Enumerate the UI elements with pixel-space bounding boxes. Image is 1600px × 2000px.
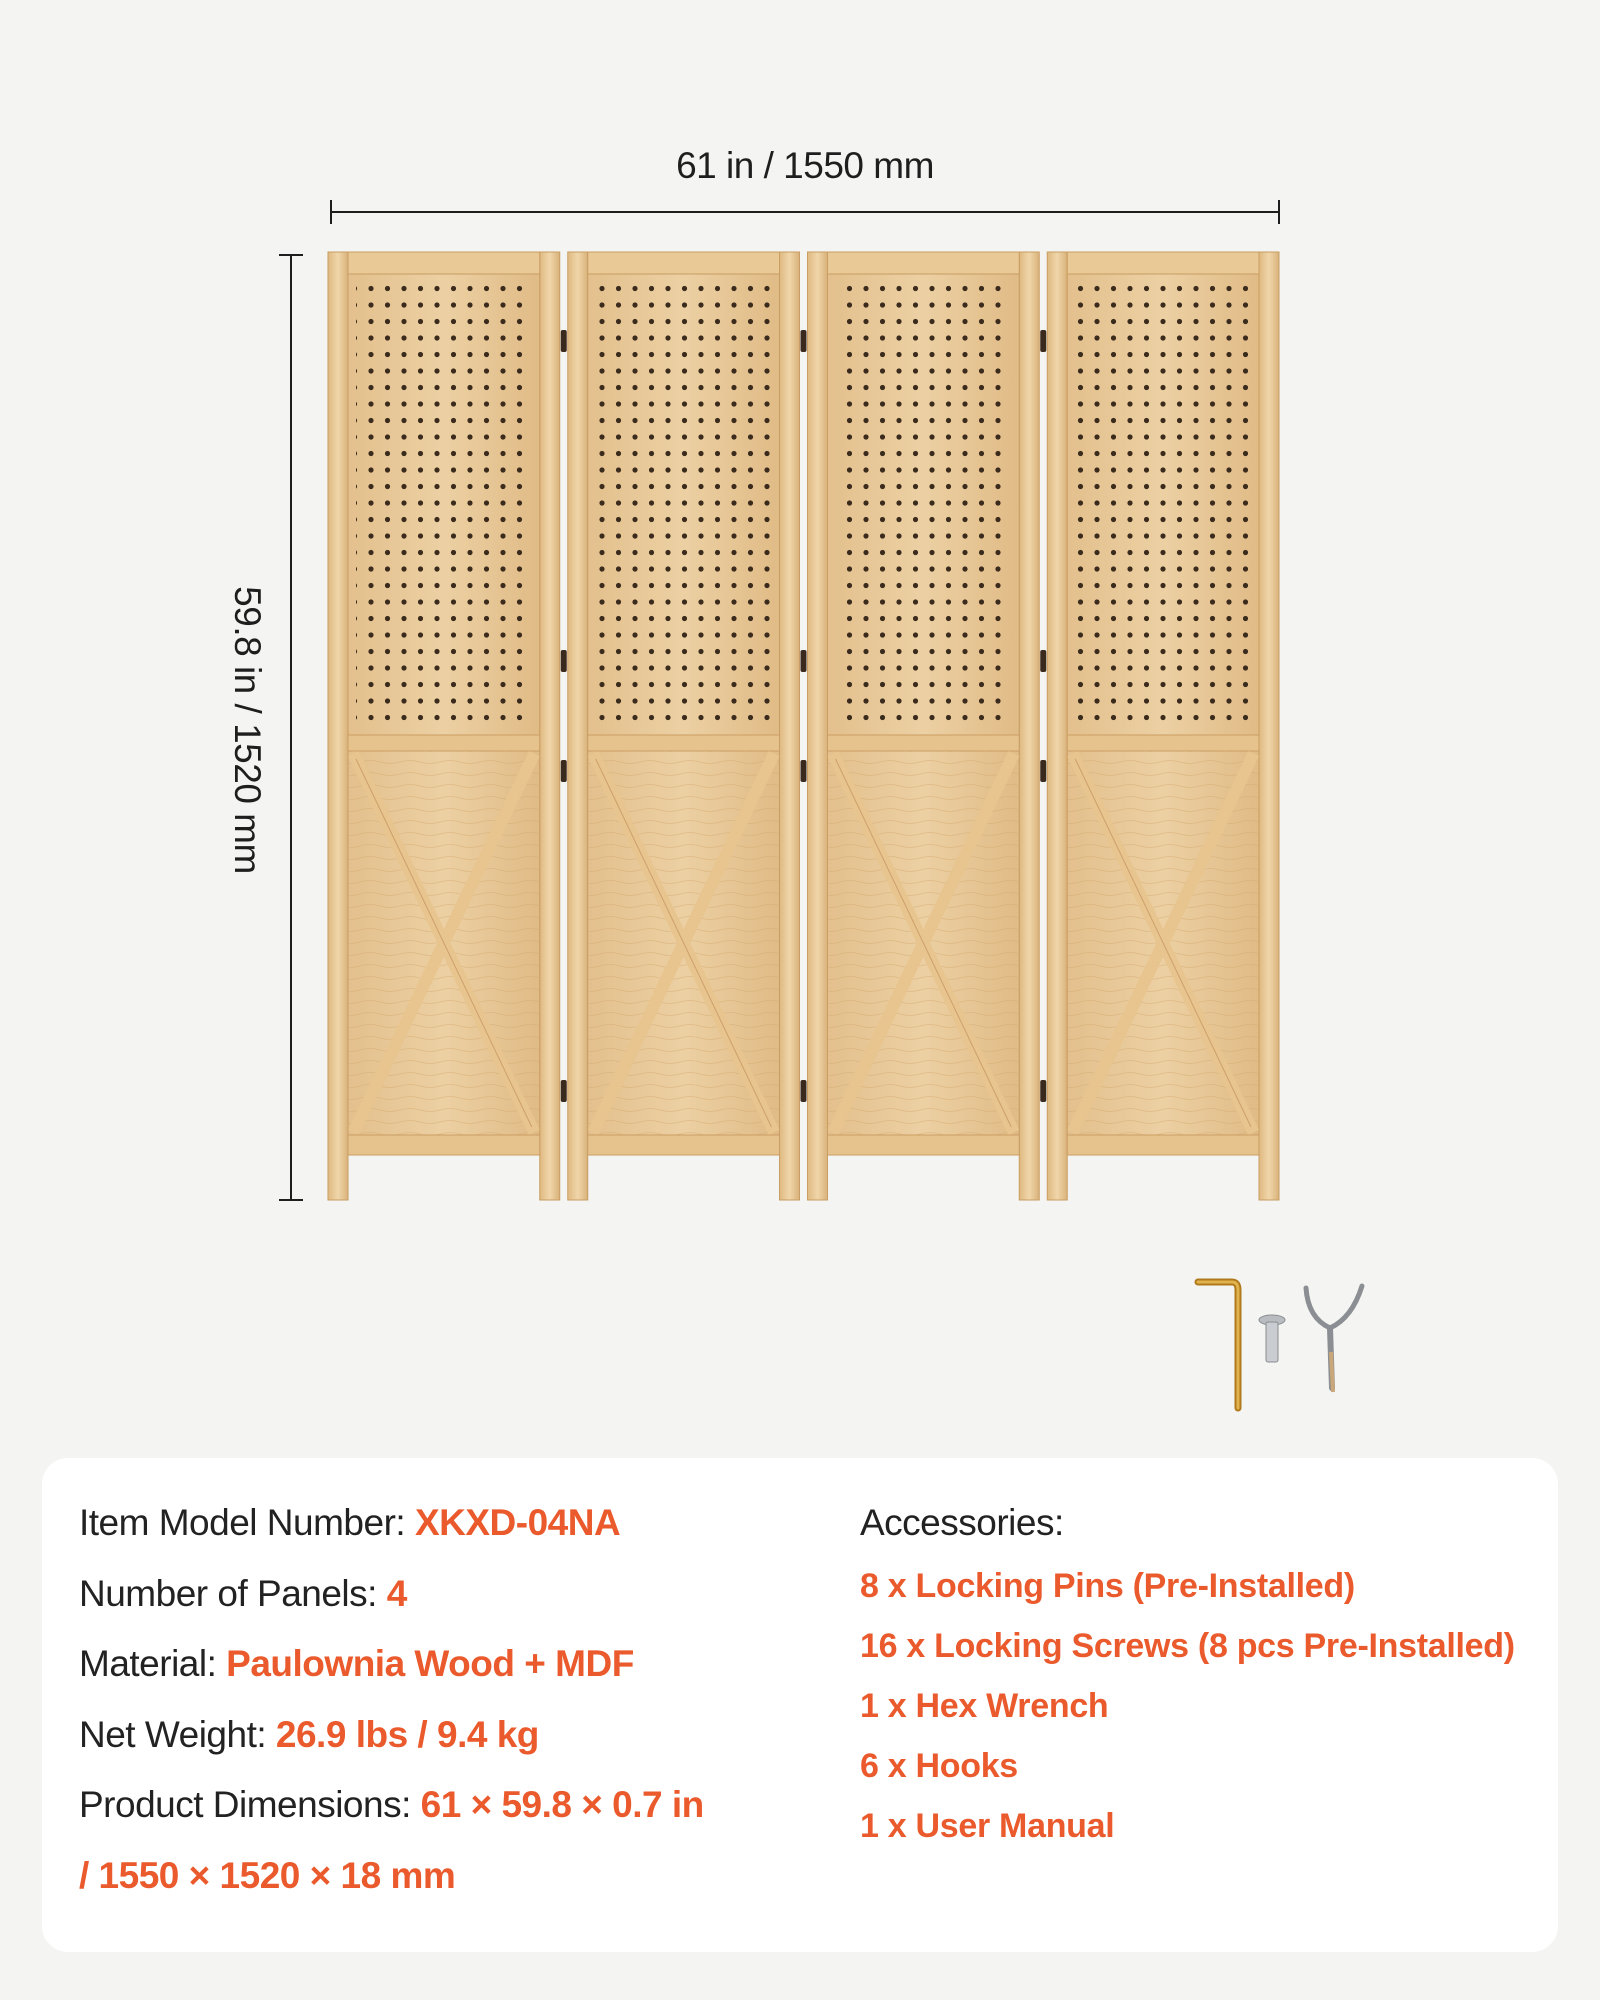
accessory-item: 1 x User Manual: [860, 1807, 1115, 1845]
panel: [568, 252, 800, 1200]
hinge: [1040, 650, 1046, 672]
spec-dimensions-label: Product Dimensions:: [79, 1784, 411, 1825]
spec-dimensions-value-metric: / 1550 × 1520 × 18 mm: [79, 1854, 456, 1896]
hinge: [1040, 760, 1046, 782]
spec-panels: [79, 1559, 839, 1630]
hinge: [561, 330, 567, 352]
hinge: [801, 330, 807, 352]
spec-weight-value: 26.9 lbs / 9.4 kg: [275, 1713, 539, 1755]
spec-weight-label: Net Weight:: [79, 1713, 267, 1755]
spec-material: [79, 1629, 839, 1700]
spec-card: [42, 1458, 1558, 1952]
hinge: [1040, 1080, 1046, 1102]
spec-list: [79, 1488, 839, 1911]
hinge: [561, 1080, 567, 1102]
hex-wrench-icon: [1198, 1282, 1238, 1408]
width-dimension-line: [330, 200, 1280, 224]
panel: [808, 252, 1040, 1200]
hinge: [801, 650, 807, 672]
spec-model-label: Item Model Number:: [79, 1502, 406, 1543]
panel: [1047, 252, 1279, 1200]
accessories-list: [860, 1488, 1540, 1856]
hinge: [561, 760, 567, 782]
accessory-item: 8 x Locking Pins (Pre-Installed): [860, 1567, 1355, 1605]
width-dimension-label: 61 in / 1550 mm: [676, 145, 934, 186]
spec-model: [79, 1488, 839, 1559]
spec-material-value: Paulownia Wood + MDF: [226, 1643, 634, 1684]
hinge: [801, 1080, 807, 1102]
spec-dimensions-value-imperial: 61 × 59.8 × 0.7 in: [420, 1784, 704, 1825]
hinge: [1040, 330, 1046, 352]
hinge: [801, 760, 807, 782]
spec-panels-value: 4: [386, 1572, 407, 1614]
spec-material-label: Material:: [79, 1643, 217, 1684]
height-dimension-line: [279, 254, 303, 1201]
height-dimension-label: 59.8 in / 1520 mm: [227, 586, 268, 874]
room-divider-panels: [328, 252, 1279, 1200]
accessory-item: 1 x Hex Wrench: [860, 1687, 1109, 1725]
spec-weight: [79, 1700, 839, 1771]
panel: [328, 252, 560, 1200]
hinge: [561, 650, 567, 672]
spec-model-value: XKXD-04NA: [414, 1502, 621, 1543]
spec-dimensions: [79, 1770, 839, 1841]
spec-dimensions-metric: [79, 1841, 839, 1912]
accessories-title: Accessories:: [860, 1502, 1064, 1543]
accessory-item: 16 x Locking Screws (8 pcs Pre-Installed): [860, 1627, 1515, 1665]
hook-icon: [1306, 1286, 1362, 1392]
locking-screw-icon: [1259, 1315, 1285, 1362]
accessory-item: 6 x Hooks: [860, 1747, 1018, 1785]
spec-panels-label: Number of Panels:: [79, 1572, 377, 1614]
